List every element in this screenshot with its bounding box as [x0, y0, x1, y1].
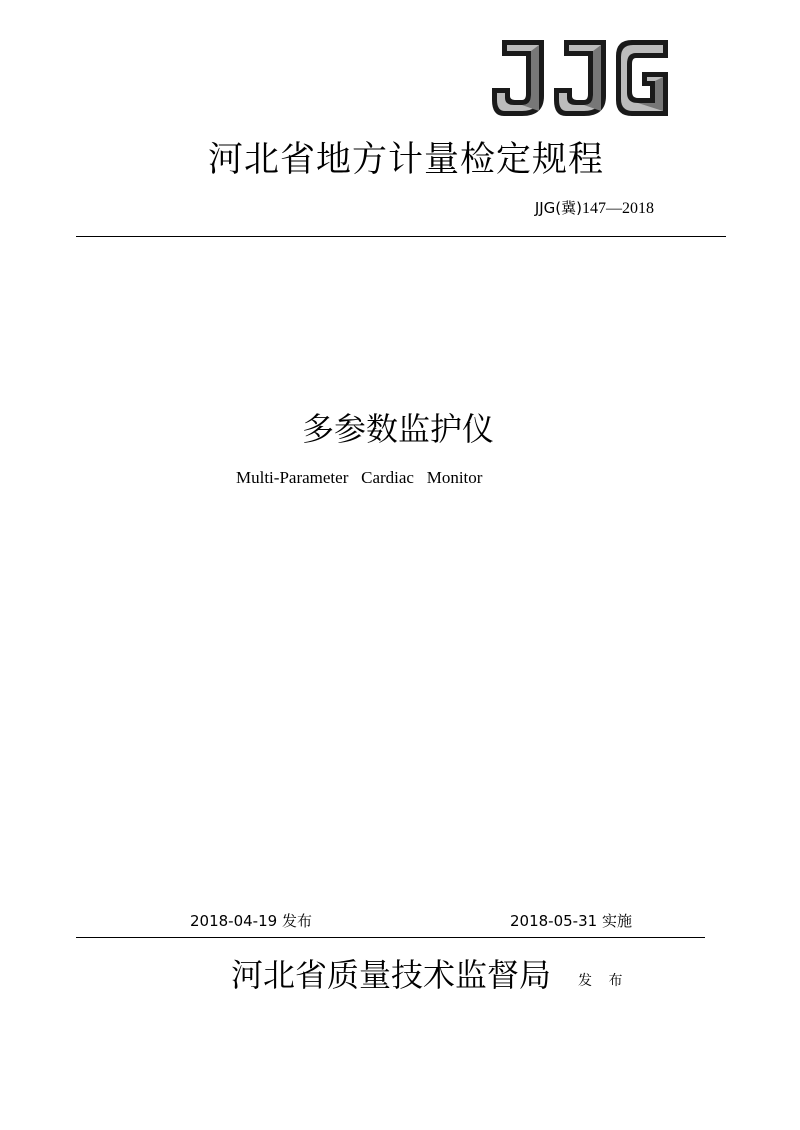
issue-date: 2018-04-19 发布 — [190, 912, 312, 930]
footer-divider — [76, 937, 705, 938]
header-divider — [76, 236, 726, 237]
issuer-suffix: 发 布 — [578, 973, 629, 989]
logo-letter-j-1 — [490, 38, 546, 118]
effective-date: 2018-05-31 实施 — [510, 912, 632, 930]
standard-number-prefix: JJG(冀) — [534, 199, 582, 217]
organization-title: 河北省地方计量检定规程 — [208, 140, 605, 180]
jjg-logo — [490, 38, 674, 118]
document-title-en: Multi-Parameter Cardiac Monitor — [236, 468, 483, 487]
issuer-name: 河北省质量技术监督局 — [231, 956, 552, 994]
standard-number — [535, 197, 654, 218]
logo-letter-g — [614, 38, 670, 118]
document-title — [0, 404, 800, 450]
standard-number-value: 147—2018 — [582, 200, 654, 217]
logo-letter-j-2 — [552, 38, 608, 118]
document-title-cn: 多参数监护仪 — [301, 410, 494, 448]
